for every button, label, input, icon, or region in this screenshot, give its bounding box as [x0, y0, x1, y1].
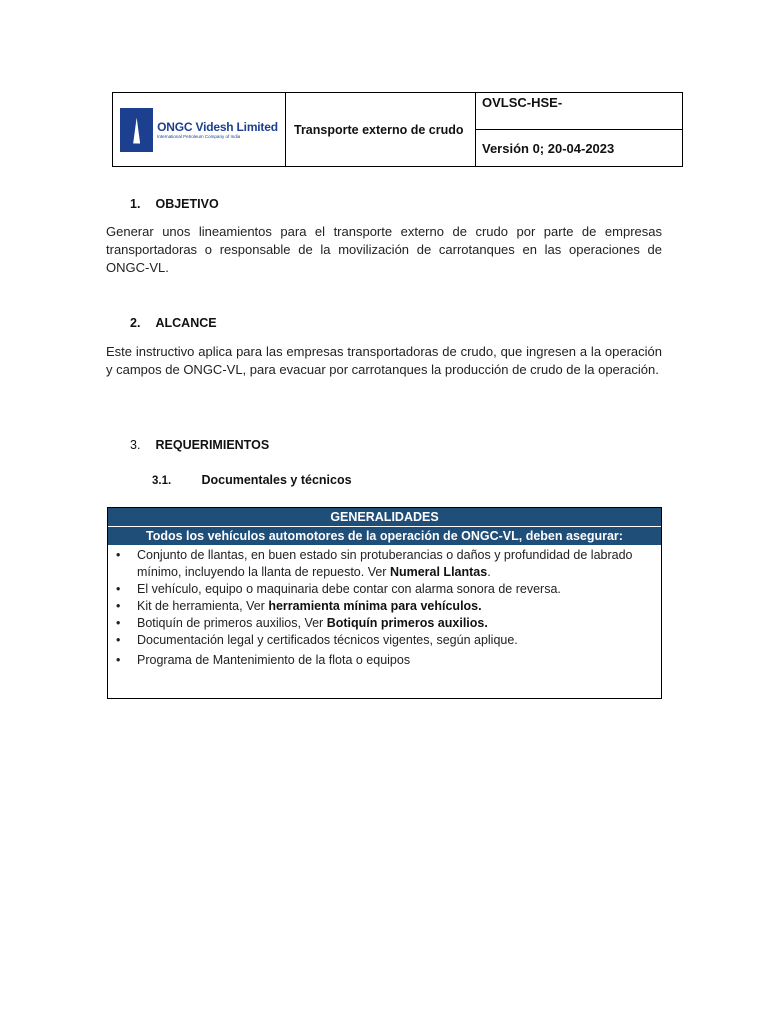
section-number: 2. [130, 316, 141, 330]
section-title: OBJETIVO [155, 197, 219, 211]
section-2-heading [130, 316, 217, 330]
section-number: 3. [130, 438, 141, 452]
generalidades-table [107, 507, 662, 699]
subsection-heading [152, 473, 352, 487]
logo-cell [113, 93, 286, 166]
section-3-heading [130, 438, 269, 452]
list-item: • Botiquín de primeros auxilios, Ver Botiquín primeros auxilios. [108, 615, 661, 632]
list-item: • Kit de herramienta, Ver herramienta mínima para vehículos. [108, 598, 661, 615]
section-1-text: Generar unos lineamientos para el transporte externo de crudo por parte de empresas transportadoras o responsable de la movilización de carrotanques en las operaciones de ONGC-VL. [106, 224, 662, 275]
section-1-heading [130, 197, 219, 211]
ongc-emblem-icon [120, 108, 153, 152]
document-header-table [112, 92, 683, 167]
generalidades-subtitle: Todos los vehículos automotores de la operación de ONGC-VL, deben asegurar: [108, 526, 661, 545]
document-title: Transporte externo de crudo [286, 93, 476, 166]
list-item: • El vehículo, equipo o maquinaria debe contar con alarma sonora de reversa. [108, 581, 661, 598]
generalidades-list [108, 545, 661, 669]
list-item: • Documentación legal y certificados técnicos vigentes, según aplique. [108, 632, 661, 649]
section-2-text: Este instructivo aplica para las empresas transportadoras de crudo, que ingresen a la operación y campos de ONGC-VL, para evacuar por carrotanques la producción de crudo de la operación. [106, 344, 662, 377]
logo-subtitle: International Petroleum Company of India [157, 134, 241, 139]
document-version: Versión 0; 20-04-2023 [482, 140, 615, 156]
section-title: REQUERIMIENTOS [155, 438, 270, 452]
generalidades-title: GENERALIDADES [108, 508, 661, 526]
subsection-number: 3.1. [152, 475, 172, 487]
document-code: OVLSC-HSE- [476, 93, 682, 130]
code-cell [476, 93, 682, 166]
section-number: 1. [130, 197, 141, 211]
subsection-title: Documentales y técnicos [201, 473, 352, 487]
logo-name: ONGC Videsh Limited [157, 120, 278, 134]
list-item: • Programa de Mantenimiento de la flota o equipos [108, 652, 661, 669]
section-title: ALCANCE [155, 316, 217, 330]
list-item: • Conjunto de llantas, en buen estado sin protuberancias o daños y profundidad de labrado mínimo, incluyendo la llanta de repuesto. Ver Numeral Llantas. [108, 547, 661, 581]
company-logo [120, 108, 278, 152]
